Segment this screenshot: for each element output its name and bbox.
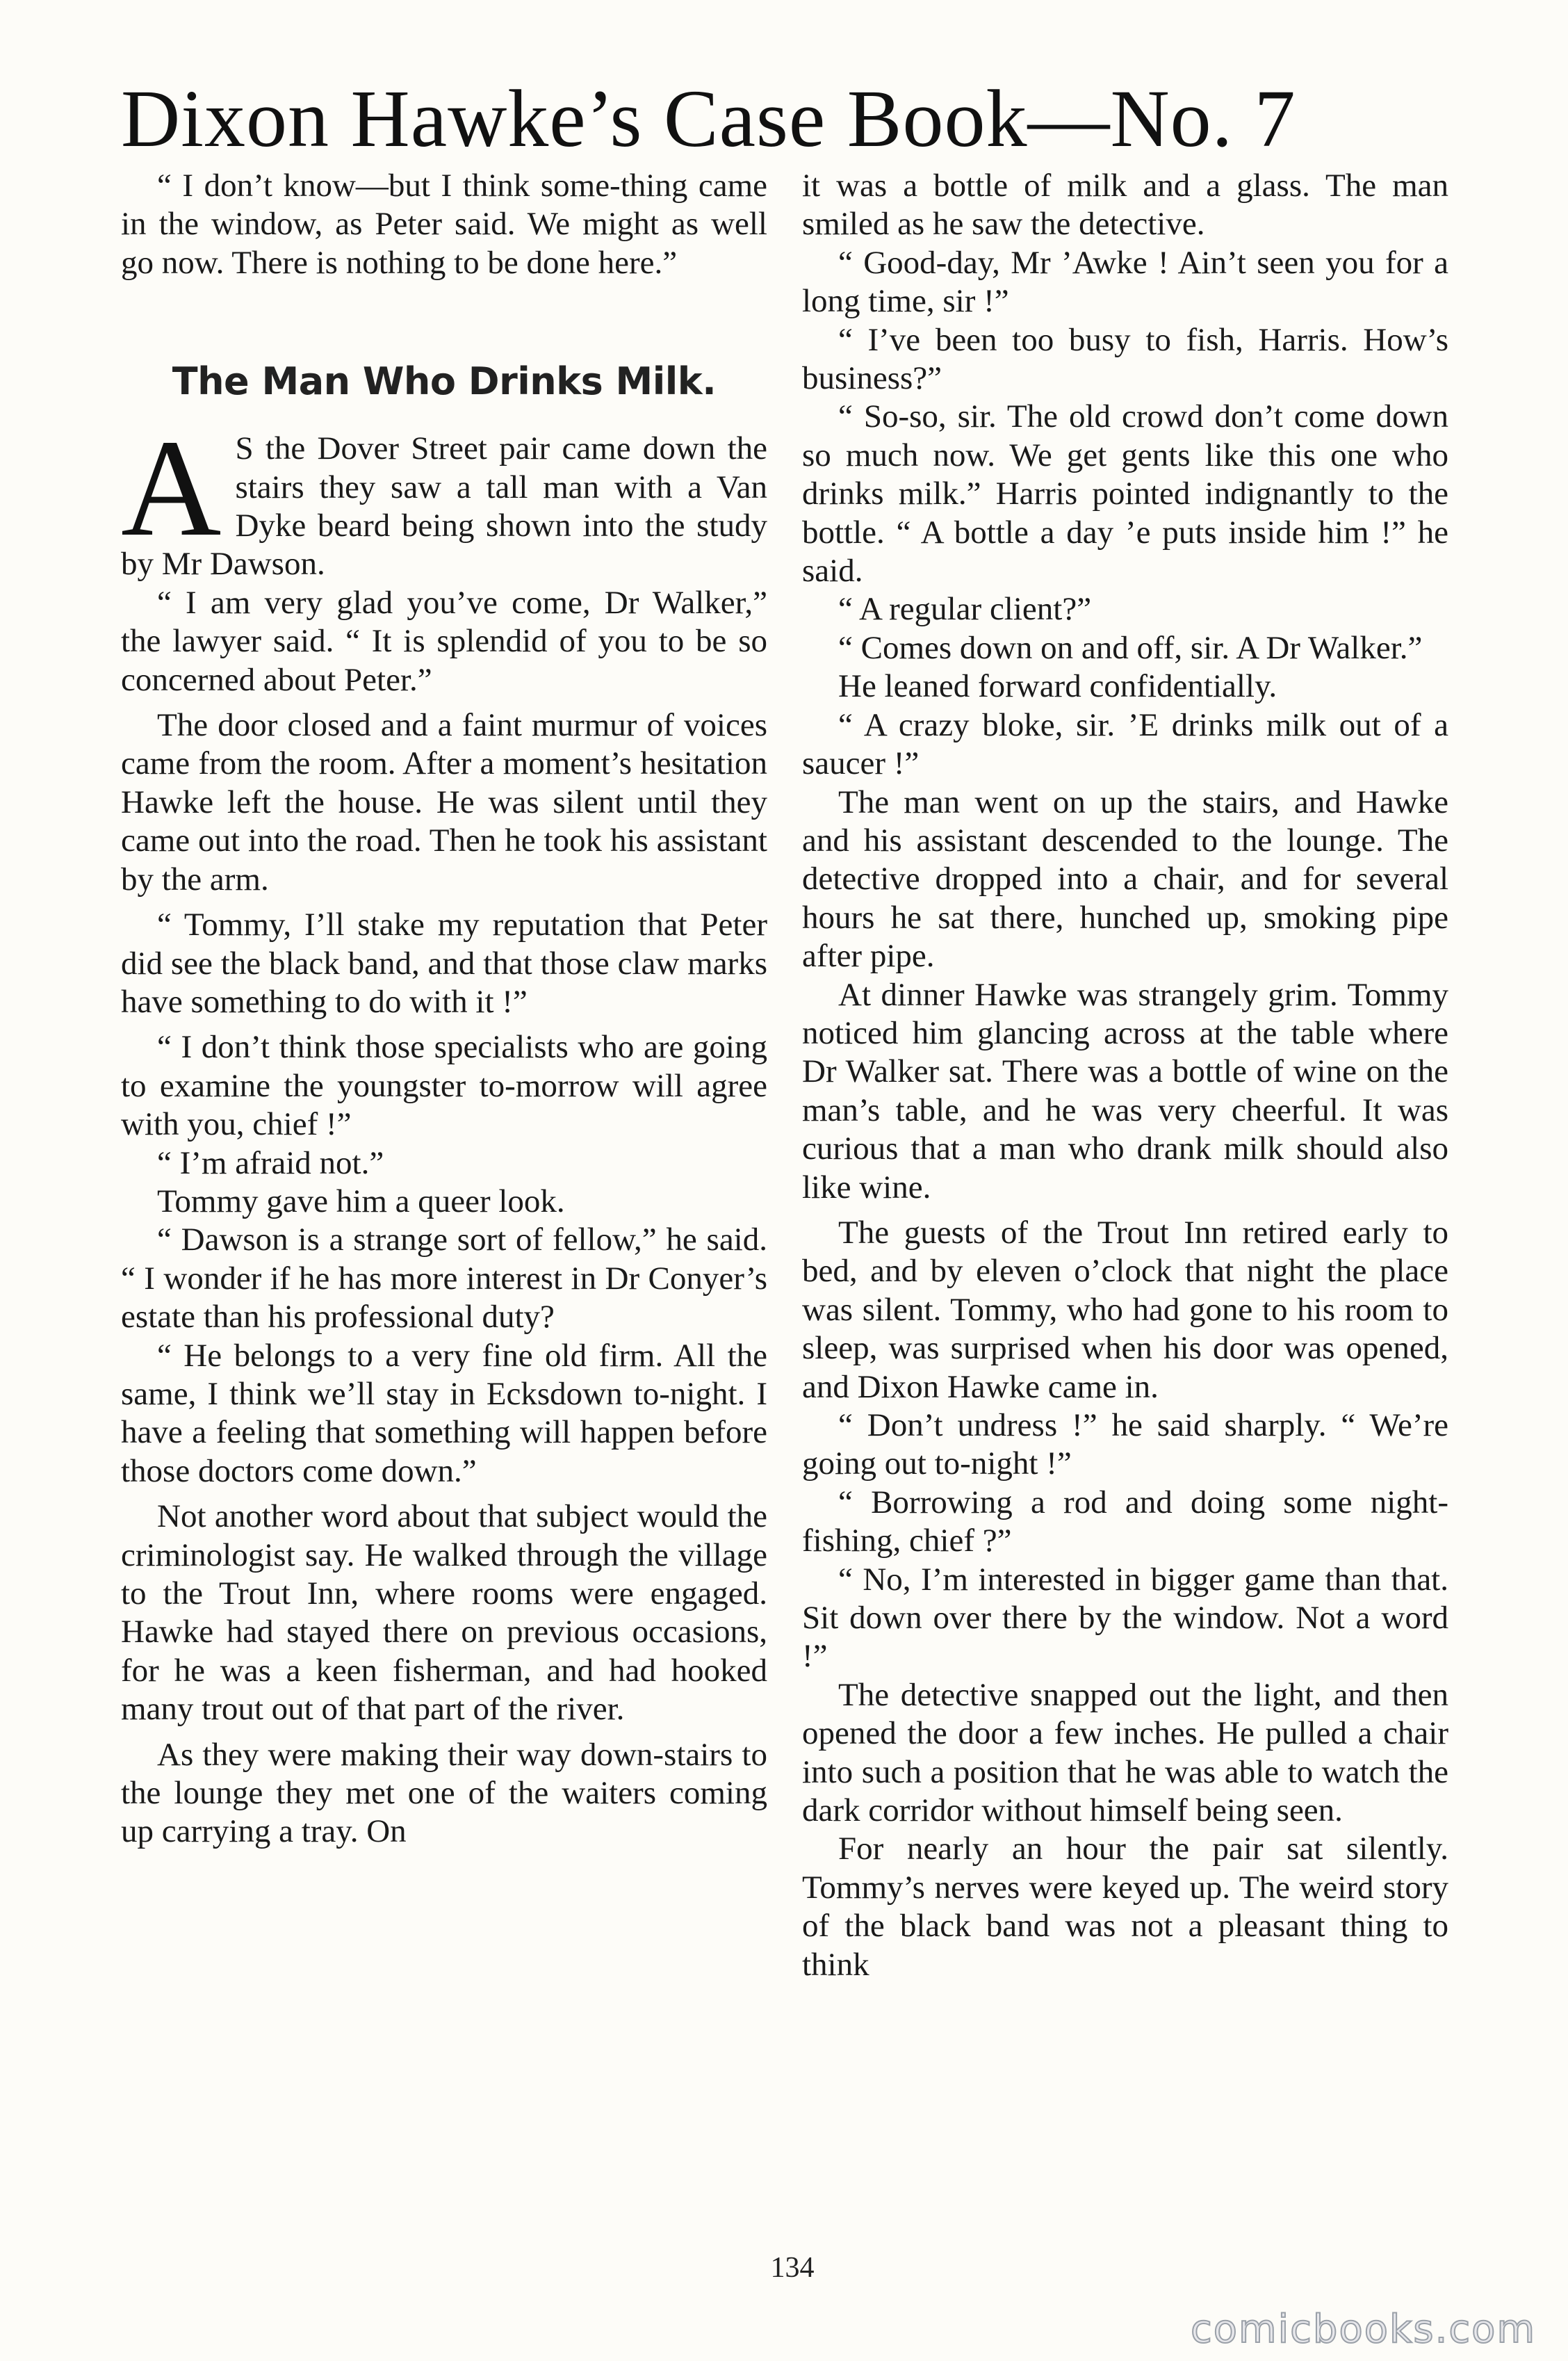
paragraph: The door closed and a faint murmur of voices came from the room. After a moment’s hesitation Hawke left the house. He was silent until they came out into the road. Then he took his assistant by the arm. [121, 707, 767, 898]
paragraph: Not another word about that subject would the criminologist say. He walked through the village to the Trout Inn, where rooms were engaged. Hawke had stayed there on previous occasions, for he was a keen fisherman, and had hooked many trout out of that part of the river. [121, 1498, 767, 1728]
paragraph-text: S the Dover Street pair came down the stairs they saw a tall man with a Van Dyke beard being shown into the study by Mr Dawson. [121, 430, 767, 583]
paragraph: “ I am very glad you’ve come, Dr Walker,” the lawyer said. “ It is splendid of you to be so concerned about Peter.” [121, 584, 767, 698]
drop-cap: A [121, 412, 222, 566]
paragraph: “ Comes down on and off, sir. A Dr Walker.” [838, 629, 1423, 666]
paragraph: “ No, I’m interested in bigger game than that. Sit down over there by the window. Not a word !” [802, 1561, 1448, 1675]
paragraph: “ Tommy, I’ll stake my reputation that Peter did see the black band, and that those claw marks have something to do with it !” [121, 907, 767, 1020]
paragraph: “ So-so, sir. The old crowd don’t come down so much now. We get gents like this one who drinks milk.” Harris pointed indignantly to the bottle. “ A bottle a day ’e puts inside him !” he said. [802, 398, 1448, 590]
page-title: Dixon Hawke’s Case Book—No. 7 [121, 73, 1296, 164]
paragraph: “ I don’t know—but I think some-thing came in the window, as Peter said. We might as well go now. There is nothing to be done here.” [121, 168, 767, 281]
paragraph-with-dropcap [121, 412, 767, 584]
paragraph: “ Good-day, Mr ’Awke ! Ain’t seen you for a long time, sir !” [802, 244, 1448, 320]
paragraph: “ Don’t undress !” he said sharply. “ We’re going out to-night !” [802, 1407, 1448, 1482]
left-column [121, 167, 767, 1851]
paragraph: “ I’m afraid not.” [157, 1144, 384, 1181]
page-number: 134 [770, 2252, 815, 2284]
paragraph: He leaned forward confidentially. [838, 668, 1277, 705]
paragraph: “ A crazy bloke, sir. ’E drinks milk out of a saucer !” [802, 706, 1448, 782]
paragraph: The guests of the Trout Inn retired early to bed, and by eleven o’clock that night the place was silent. Tommy, who had gone to his room to sleep, was surprised when his door was opened, and Dixon Hawke came in. [802, 1214, 1448, 1405]
right-column [802, 167, 1448, 1984]
paragraph: “ He belongs to a very fine old firm. All the same, I think we’ll stay in Ecksdown to-night. I have a feeling that something will happen before those doctors come down.” [121, 1337, 767, 1489]
paragraph: The detective snapped out the light, and then opened the door a few inches. He pulled a chair into such a position that he was able to watch the dark corridor without himself being seen. [802, 1676, 1448, 1829]
paragraph: At dinner Hawke was strangely grim. Tommy noticed him glancing across at the table where Dr Walker sat. There was a bottle of wine on the man’s table, and he was very cheerful. It was curious that a man who drank milk should also like wine. [802, 976, 1448, 1206]
paragraph: it was a bottle of milk and a glass. The man smiled as he saw the detective. [802, 168, 1448, 243]
paragraph: Tommy gave him a queer look. [157, 1183, 565, 1219]
paragraph: “ A regular client?” [838, 591, 1092, 628]
watermark: comicbooks.com [1190, 2307, 1536, 2352]
paragraph: “ Dawson is a strange sort of fellow,” he said. “ I wonder if he has more interest in Dr Conyer’s estate than his professional duty? [121, 1222, 767, 1336]
paragraph: As they were making their way down-stairs to the lounge they met one of the waiters coming up carrying a tray. On [121, 1736, 767, 1850]
section-heading: The Man Who Drinks Milk. [172, 359, 717, 404]
paragraph: “ I don’t think those specialists who are going to examine the youngster to-morrow will agree with you, chief !” [121, 1029, 767, 1143]
paragraph: “ I’ve been too busy to fish, Harris. How’s business?” [802, 321, 1448, 397]
paragraph: “ Borrowing a rod and doing some night-fishing, chief ?” [802, 1484, 1448, 1559]
paragraph: For nearly an hour the pair sat silently. Tommy’s nerves were keyed up. The weird story of the black band was not a pleasant thing to think [802, 1831, 1448, 1983]
paragraph: The man went on up the stairs, and Hawke and his assistant descended to the lounge. The detective dropped into a chair, and for several hours he sat there, hunched up, smoking pipe after pipe. [802, 784, 1448, 975]
